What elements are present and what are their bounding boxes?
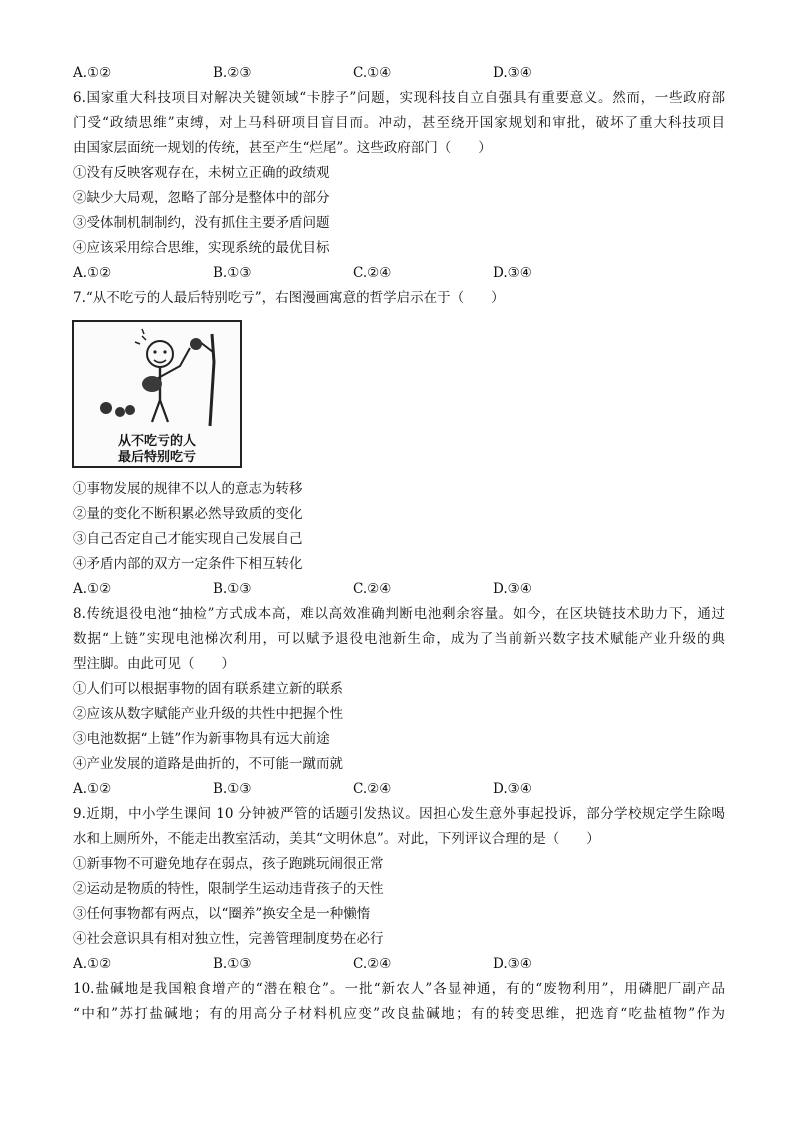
q9-item: ③任何事物都有两点，以“圈养”换安全是一种懒惰 bbox=[73, 906, 371, 922]
q6-stem-line: 门受“政绩思维”束缚，对上马科研项目盲目而。冲动，甚至绕开国家规划和审批，破坏了重大科技项目 bbox=[73, 115, 725, 131]
q7-option-c: C.②④ bbox=[353, 581, 392, 597]
q5-option-b: B.②③ bbox=[213, 65, 252, 81]
q7-option-b: B.①③ bbox=[213, 581, 252, 597]
q7-item: ③自己否定自己才能实现自己发展自己 bbox=[73, 531, 303, 547]
q5-option-c: C.①④ bbox=[353, 65, 392, 81]
q10-stem-line: “中和”苏打盐碱地；有的用高分子材料机应变”改良盐碱地；有的转变思维，把选育“吃盐植物”作为 bbox=[73, 1006, 725, 1022]
q6-item: ②缺少大局观，忽略了部分是整体中的部分 bbox=[73, 190, 330, 206]
q8-item: ①人们可以根据事物的固有联系建立新的联系 bbox=[73, 681, 343, 697]
q9-options bbox=[73, 955, 733, 973]
q7-stem: 7.“从不吃亏的人最后特别吃亏”，右图漫画寓意的哲学启示在于（ ） bbox=[73, 290, 505, 306]
q6-option-c: C.②④ bbox=[353, 265, 392, 281]
q6-options bbox=[73, 264, 733, 282]
q8-stem-line: 数据“上链”实现电池梯次利用，可以赋予退役电池新生命，成为了当前新兴数字技术赋能产业升级的典 bbox=[73, 631, 725, 647]
q7-option-a: A.①② bbox=[73, 581, 112, 597]
q8-option-c: C.②④ bbox=[353, 781, 392, 797]
q9-option-d: D.③④ bbox=[493, 956, 532, 972]
cartoon-illustration bbox=[72, 320, 242, 468]
q10-stem-line: 10.盐碱地是我国粮食增产的“潜在粮仓”。一批“新农人”各显神通，有的“废物利用”，用磷肥厂副产品 bbox=[73, 981, 725, 997]
q9-stem-line: 水和上厕所外，不能走出教室活动，美其“文明休息”。对此，下列评议合理的是（ ） bbox=[73, 831, 600, 847]
q9-item: ②运动是物质的特性，限制学生运动违背孩子的天性 bbox=[73, 881, 384, 897]
q7-options bbox=[73, 580, 733, 598]
q8-option-b: B.①③ bbox=[213, 781, 252, 797]
q6-option-d: D.③④ bbox=[493, 265, 532, 281]
q7-option-d: D.③④ bbox=[493, 581, 532, 597]
q9-item: ④社会意识具有相对独立性，完善管理制度势在必行 bbox=[73, 931, 384, 947]
q9-option-b: B.①③ bbox=[213, 956, 252, 972]
cartoon-caption-line: 最后特别吃亏 bbox=[117, 450, 196, 465]
q6-stem-line: 由国家层面统一规划的传统，甚至产生“烂尾”。这些政府部门（ ） bbox=[73, 140, 492, 156]
q5-options bbox=[73, 64, 733, 82]
q8-option-a: A.①② bbox=[73, 781, 112, 797]
q9-item: ①新事物不可避免地存在弱点，孩子跑跳玩闹很正常 bbox=[73, 856, 384, 872]
q9-stem-line: 9.近期，中小学生课间 10 分钟被严管的话题引发热议。因担心发生意外事起投诉，部分学校规定学生除喝 bbox=[73, 806, 725, 822]
q5-option-a: A.①② bbox=[73, 65, 112, 81]
q6-option-a: A.①② bbox=[73, 265, 112, 281]
q8-item: ②应该从数字赋能产业升级的共性中把握个性 bbox=[73, 706, 343, 722]
q6-item: ③受体制机制制约，没有抓住主要矛盾问题 bbox=[73, 215, 330, 231]
q8-option-d: D.③④ bbox=[493, 781, 532, 797]
q8-item: ③电池数据“上链”作为新事物具有远大前途 bbox=[73, 731, 330, 747]
cartoon-drawing bbox=[74, 322, 240, 430]
q8-stem-line: 型注脚。由此可见（ ） bbox=[73, 656, 235, 672]
q6-option-b: B.①③ bbox=[213, 265, 252, 281]
q6-item: ④应该采用综合思维，实现系统的最优目标 bbox=[73, 240, 330, 256]
q7-item: ②量的变化不断积累必然导致质的变化 bbox=[73, 506, 303, 522]
cartoon-caption-line: 从不吃亏的人 bbox=[117, 434, 196, 449]
q6-stem-line: 6.国家重大科技项目对解决关键领域“卡脖子”问题，实现科技自立自强具有重要意义。然而，一些政府部 bbox=[73, 90, 725, 106]
q9-option-a: A.①② bbox=[73, 956, 112, 972]
q6-item: ①没有反映客观存在，未树立正确的政绩观 bbox=[73, 165, 330, 181]
q9-option-c: C.②④ bbox=[353, 956, 392, 972]
q8-item: ④产业发展的道路是曲折的，不可能一蹴而就 bbox=[73, 756, 343, 772]
q5-option-d: D.③④ bbox=[493, 65, 532, 81]
q7-item: ①事物发展的规律不以人的意志为转移 bbox=[73, 481, 303, 497]
q8-options bbox=[73, 780, 733, 798]
q7-item: ④矛盾内部的双方一定条件下相互转化 bbox=[73, 556, 303, 572]
q8-stem-line: 8.传统退役电池“抽检”方式成本高，难以高效准确判断电池剩余容量。如今，在区块链技术助力下，通过 bbox=[73, 606, 725, 622]
